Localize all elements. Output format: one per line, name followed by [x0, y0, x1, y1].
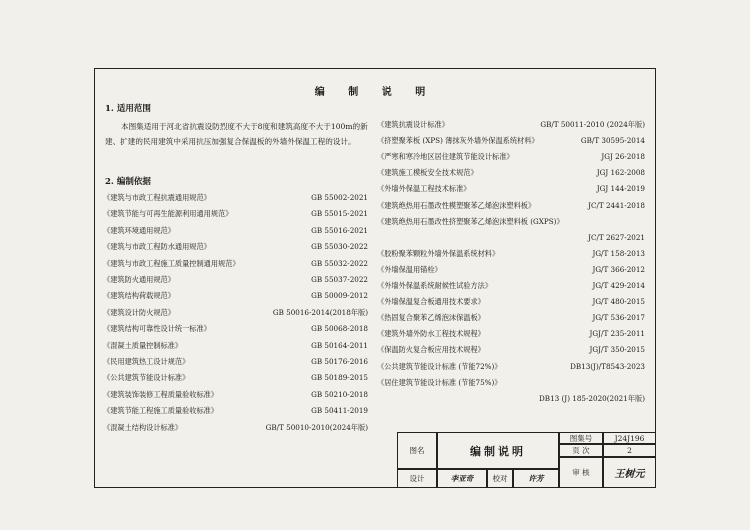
reference-name: 《建筑外墙外防水工程技术规程》: [377, 329, 485, 339]
reference-name: 《建筑节能与可再生能源利用通用规范》: [103, 209, 233, 219]
check-signature: 许芳: [513, 469, 559, 488]
reference-name: 《建筑环境通用规范》: [103, 225, 175, 235]
page-label: 页 次: [559, 444, 603, 457]
reference-code: GB/T 30595-2014: [580, 136, 645, 146]
reference-name: 《胶粉聚苯颗粒外墙外保温系统材料》: [377, 248, 500, 258]
reference-code: JGJ/T 235-2011: [589, 329, 645, 339]
reference-name: 《混凝土结构设计标准》: [103, 422, 183, 432]
reference-code: GB 50164-2011: [311, 340, 368, 350]
reference-code: GB 55016-2021: [311, 225, 368, 235]
reference-code: GB/T 50010-2010(2024年版): [265, 422, 368, 432]
page-number: 2: [603, 444, 656, 457]
reference-name: 《公共建筑节能设计标准》: [103, 373, 190, 383]
reference-code: GB 50176-2016: [311, 357, 368, 366]
reference-name: 《建筑绝热用石墨改性模塑聚苯乙烯泡沫塑料板》: [377, 200, 536, 210]
reference-name: 《外墙外保温工程技术标准》: [377, 184, 471, 194]
reference-name: 《建筑绝热用石墨改性挤塑聚苯乙烯泡沫塑料板 (GXPS)》: [377, 216, 564, 226]
reference-name: 《建筑与市政工程抗震通用规范》: [103, 193, 211, 202]
reference-name: 《混凝土质量控制标准》: [103, 340, 183, 350]
title-block: [397, 432, 656, 488]
check-label: 校对: [487, 469, 513, 488]
reference-name: 《建筑防火通用规范》: [103, 275, 175, 284]
reference-code: JC/T 2627-2021: [588, 232, 645, 242]
scope-heading: 1. 适用范围: [105, 104, 151, 114]
reference-code: GB 50411-2019: [311, 406, 368, 416]
reference-name: 《建筑装饰装修工程质量验收标准》: [103, 389, 219, 399]
reference-code: GB 50210-2018: [311, 389, 368, 399]
page-title: 编 制 说 明: [314, 87, 436, 98]
reference-code: GB 50189-2015: [311, 373, 368, 383]
reference-name: 《建筑结构荷载规范》: [103, 291, 175, 301]
reference-code: JGJ 26-2018: [601, 152, 645, 162]
reference-name: 《公共建筑节能设计标准 (节能72%)》: [377, 361, 502, 371]
reference-code: GB 50009-2012: [311, 291, 368, 301]
reference-name: 《热固复合聚苯乙烯泡沫保温板》: [377, 313, 485, 323]
reference-code: JG/T 366-2012: [592, 264, 645, 274]
reference-code: JG/T 158-2013: [592, 248, 645, 258]
reference-code: JG/T 480-2015: [592, 297, 645, 307]
reference-code: GB/T 50011-2010 (2024年版): [540, 120, 645, 129]
reference-name: 《建筑与市政工程施工质量控制通用规范》: [103, 258, 240, 268]
reference-code: GB 50068-2018: [311, 324, 368, 334]
design-label: 设计: [397, 469, 437, 488]
drawing-title: 编制说明: [437, 432, 559, 469]
reference-code: GB 55015-2021: [311, 209, 368, 219]
reference-name: 《建筑施工模板安全技术规范》: [377, 168, 478, 178]
reference-name: 《建筑抗震设计标准》: [377, 120, 449, 129]
scope-paragraph: 本图集适用于河北省抗震设防烈度不大于8度和建筑高度不大于100m的新建、扩建的民用建筑中采用抗压加强复合保温板的外墙外保温工程的设计。: [105, 122, 368, 146]
reference-name: 《外墙保温复合板通用技术要求》: [377, 297, 485, 307]
reference-code: GB 55037-2022: [311, 275, 368, 284]
reference-code: DB13(J)/T8543-2023: [570, 361, 645, 371]
reference-code: JGJ 144-2019: [596, 184, 645, 194]
reference-name: 《建筑设计防火规范》: [103, 307, 175, 317]
reference-code: JG/T 536-2017: [592, 313, 645, 323]
reference-name: 《保温防火复合板应用技术规程》: [377, 345, 485, 355]
reference-code: JC/T 2441-2018: [588, 200, 645, 210]
reference-code: GB 50016-2014(2018年版): [272, 307, 368, 317]
name-label: 图名: [397, 432, 437, 469]
reference-name: 《严寒和寒冷地区居住建筑节能设计标准》: [377, 152, 514, 162]
review-signature: 王树元: [603, 457, 656, 488]
review-label: 审 核: [559, 457, 603, 488]
atlas-number: J24J196: [603, 432, 656, 444]
reference-code: JG/T 429-2014: [592, 281, 645, 290]
atlas-label: 图集号: [559, 432, 603, 444]
reference-code: JGJ/T 350-2015: [589, 345, 645, 355]
reference-name: 《建筑与市政工程防水通用规范》: [103, 242, 211, 252]
reference-name: 《建筑节能工程施工质量验收标准》: [103, 406, 219, 416]
reference-name: 《外墙保温用锚栓》: [377, 264, 442, 274]
reference-code: DB13 (J) 185-2020(2021年版): [539, 393, 645, 403]
reference-code: GB 55030-2022: [311, 242, 368, 252]
basis-heading: 2. 编制依据: [105, 177, 151, 187]
design-signature: 李亚奇: [437, 469, 487, 488]
reference-name: 《挤塑聚苯板 (XPS) 薄抹灰外墙外保温系统材料》: [377, 136, 539, 146]
reference-name: 《外墙外保温系统耐候性试验方法》: [377, 281, 493, 290]
reference-name: 《建筑结构可靠性设计统一标准》: [103, 324, 211, 334]
reference-name: 《居住建筑节能设计标准 (节能75%)》: [377, 377, 502, 387]
reference-code: JGJ 162-2008: [596, 168, 645, 178]
reference-name: 《民用建筑热工设计规范》: [103, 357, 190, 366]
reference-code: GB 55002-2021: [311, 193, 368, 202]
reference-code: GB 55032-2022: [311, 258, 368, 268]
